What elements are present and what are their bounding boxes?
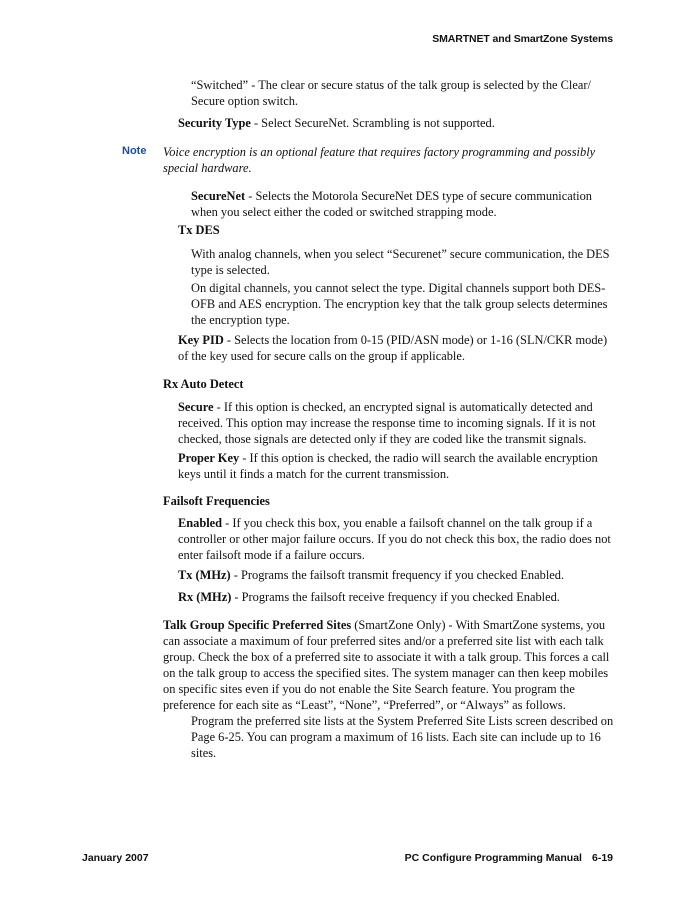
securenet-label: SecureNet — [191, 189, 246, 203]
switched-paragraph: “Switched” - The clear or secure status of the talk group is selected by the Clear/ Secure option switch. — [191, 78, 591, 108]
rx-mhz-text: - Programs the failsoft receive frequency if you checked Enabled. — [231, 590, 560, 604]
footer-page-number: 6-19 — [591, 852, 613, 864]
securenet-text: - Selects the Motorola SecureNet DES type of secure communication when you select either the coded or switched strapping mode. — [191, 189, 592, 219]
talk-group-preferred-sites-text: (SmartZone Only) - With SmartZone systems, you can associate a maximum of four preferred sites and/or a preferred site list with each talk group. Check the box of a preferred site to associate it with a talk group. This forces a call on the talk group to access the specified sites. The system manager can then keep mobiles on specific sites even if you do not enable the Site Search feature. You program the preference for each site as “Least”, “None”, “Preferred”, or “Always” as follows. — [163, 618, 610, 712]
note-text: Voice encryption is an optional feature that requires factory programming and possibly special hardware. — [163, 145, 596, 175]
running-header: SMARTNET and SmartZone Systems — [432, 33, 613, 45]
talk-group-preferred-sites-paragraph — [163, 617, 615, 713]
rx-mhz-paragraph — [178, 589, 618, 605]
tx-mhz-text: - Programs the failsoft transmit frequency if you checked Enabled. — [230, 568, 565, 582]
tx-des-paragraph-2: On digital channels, you cannot select the type. Digital channels support both DES-OFB and AES encryption. The encryption key that the talk group selects determines the encryption type. — [191, 281, 608, 327]
key-pid-paragraph — [178, 332, 618, 364]
tx-des-paragraph-1: With analog channels, when you select “Securenet” secure communication, the DES type is selected. — [191, 247, 610, 277]
tx-mhz-label: Tx (MHz) — [178, 568, 231, 582]
rx-mhz-label: Rx (MHz) — [178, 590, 232, 604]
securenet-paragraph — [191, 188, 611, 220]
secure-text: - If this option is checked, an encrypted signal is automatically detected and received. This option may increase the response time to incoming signals. If it is not checked, those signals are detected only if they are coded like the transmit signals. — [178, 400, 596, 446]
note-label: Note — [122, 145, 147, 157]
footer-manual-title: PC Configure Programming Manual — [404, 852, 582, 864]
key-pid-label: Key PID — [178, 333, 224, 347]
secure-paragraph — [178, 399, 618, 447]
secure-label: Secure — [178, 400, 214, 414]
security-type-paragraph — [178, 115, 618, 131]
footer-date: January 2007 — [82, 852, 149, 864]
enabled-text: - If you check this box, you enable a failsoft channel on the talk group if a controller or other major failure occurs. If you do not check this box, the radio does not enter failsoft mode if a failure occurs. — [178, 516, 611, 562]
security-type-text: - Select SecureNet. Scrambling is not supported. — [250, 116, 495, 130]
talk-group-preferred-sites-label: Talk Group Specific Preferred Sites — [163, 618, 352, 632]
failsoft-frequencies-heading: Failsoft Frequencies — [163, 494, 270, 508]
footer-manual — [405, 852, 613, 864]
proper-key-text: - If this option is checked, the radio will search the available encryption keys until it finds a match for the current transmission. — [178, 451, 598, 481]
enabled-paragraph — [178, 515, 618, 563]
tx-des-heading: Tx DES — [178, 223, 220, 237]
security-type-label: Security Type — [178, 116, 251, 130]
rx-auto-detect-heading: Rx Auto Detect — [163, 377, 244, 391]
proper-key-label: Proper Key — [178, 451, 240, 465]
tx-mhz-paragraph — [178, 567, 618, 583]
proper-key-paragraph — [178, 450, 618, 482]
enabled-label: Enabled — [178, 516, 223, 530]
program-sites-paragraph: Program the preferred site lists at the System Preferred Site Lists screen described on Page 6-25. You can program a maximum of 16 lists. Each site can include up to 16 sites. — [191, 714, 614, 760]
key-pid-text: - Selects the location from 0-15 (PID/ASN mode) or 1-16 (SLN/CKR mode) of the key used for secure calls on the group if applicable. — [178, 333, 608, 363]
